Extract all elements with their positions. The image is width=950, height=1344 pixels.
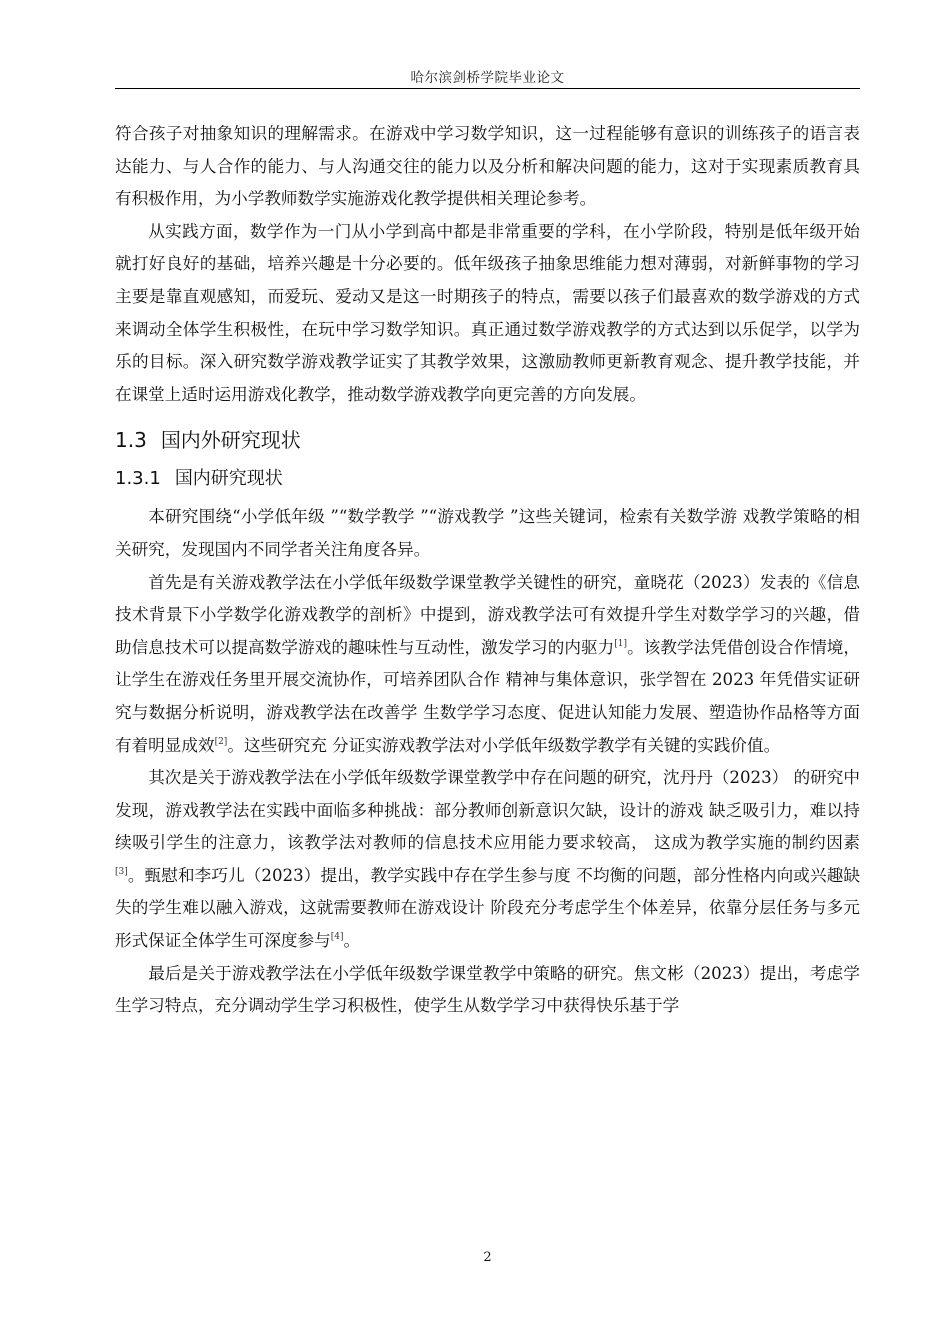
paragraph-text: 。这些研究充 分证实游戏教学法对小学低年级数学教学有关键的实践价值。	[227, 735, 781, 755]
citation-2[interactable]: [2]	[214, 736, 228, 747]
citation-3[interactable]: [3]	[115, 866, 128, 877]
page-body	[115, 118, 860, 1023]
paragraph-text: 首先是有关游戏教学法在小学低年级数学课堂教学关键性的研究，童晓花（2023）发表的《信息技术背景下小学数学化游戏教学的剖析》中提到，游戏教学法可有效提升学生对数学学习的兴趣，借助信息技术可以提高数学游戏的趣味性与互动性，激发学习的内驱力	[115, 572, 860, 657]
page-number: 2	[483, 1250, 492, 1265]
header-rule	[115, 88, 860, 89]
paragraph-first	[115, 567, 860, 763]
subsection-number: 1.3.1	[115, 468, 161, 490]
citation-1[interactable]: [1]	[614, 638, 628, 649]
paragraph-text: 。	[343, 931, 361, 951]
paragraph-text: 。甄慰和李巧儿（2023）提出，教学实践中存在学生参与度 不均衡的问题，部分性格内向或兴趣缺失的学生难以融入游戏，这就需要教师在游戏设计 阶段充分考虑学生个体差异，依靠分层任务与多元形式保证全体学生可深度参与	[115, 865, 860, 951]
paragraph-second	[115, 762, 860, 958]
paragraph-keywords: 本研究围绕“小学低年级 ”“数学教学 ”“游戏教学 ”这些关键词，检索有关数学游 戏教学策略的相关研究，发现国内不同学者关注角度各异。	[115, 507, 860, 559]
paragraph-practice: 从实践方面，数学作为一门从小学到高中都是非常重要的学科，在小学阶段，特别是低年级开始就打好良好的基础，培养兴趣是十分必要的。低年级孩子抽象思维能力想对薄弱，对新鲜事物的学习主要是靠直观感知，而爱玩、爱动又是这一时期孩子的特点，需要以孩子们最喜欢的数学游戏的方式来调动全体学生积极性，在玩中学习数学知识。真正通过数学游戏教学的方式达到以乐促学，以学为乐的目标。深入研究数学游戏教学证实了其教学效果，这激励教师更新教育观念、提升教学技能，并在课堂上适时运用游戏化教学，推动数学游戏教学向更完善的方向发展。	[115, 221, 860, 404]
paragraph-continued: 符合孩子对抽象知识的理解需求。在游戏中学习数学知识，这一过程能够有意识的训练孩子的语言表达能力、与人合作的能力、与人沟通交往的能力以及分析和解决问题的能力，这对于实现素质教育具有积极作用，为小学教师数学实施游戏化教学提供相关理论参考。	[115, 124, 860, 209]
section-title: 国内外研究现状	[160, 428, 301, 453]
running-header: 哈尔滨剑桥学院毕业论文	[410, 70, 565, 86]
citation-4[interactable]: [4]	[330, 932, 344, 943]
subsection-heading-1-3-1	[115, 463, 860, 495]
paragraph-text: 其次是关于游戏教学法在小学低年级数学课堂教学中存在问题的研究，沈丹丹（2023） 的研究中发现，游戏教学法在实践中面临多种挑战：部分教师创新意识欠缺，设计的游戏 缺乏吸引力，难以持续吸引学生的注意力，该教学法对教师的信息技术应用能力要求较高， 这成为教学实施的制约因素	[115, 768, 860, 853]
subsection-title: 国内研究现状	[174, 468, 283, 490]
section-number: 1.3	[115, 428, 147, 453]
paragraph-last: 最后是关于游戏教学法在小学低年级数学课堂教学中策略的研究。焦文彬（2023）提出，考虑学生学习特点，充分调动学生学习积极性，使学生从数学学习中获得快乐基于学	[115, 963, 860, 1016]
paragraph-text: 。该教学法凭借创设合作情境，让学生在游戏任务里开展交流协作，可培养团队合作 精神与集体意识，张学智在 2023 年凭借实证研究与数据分析说明，游戏教学法在改善学 生数学学习态度、促进认知能力发展、塑造协作品格等方面有着明显成效	[115, 637, 861, 755]
section-heading-1-3	[115, 423, 860, 457]
